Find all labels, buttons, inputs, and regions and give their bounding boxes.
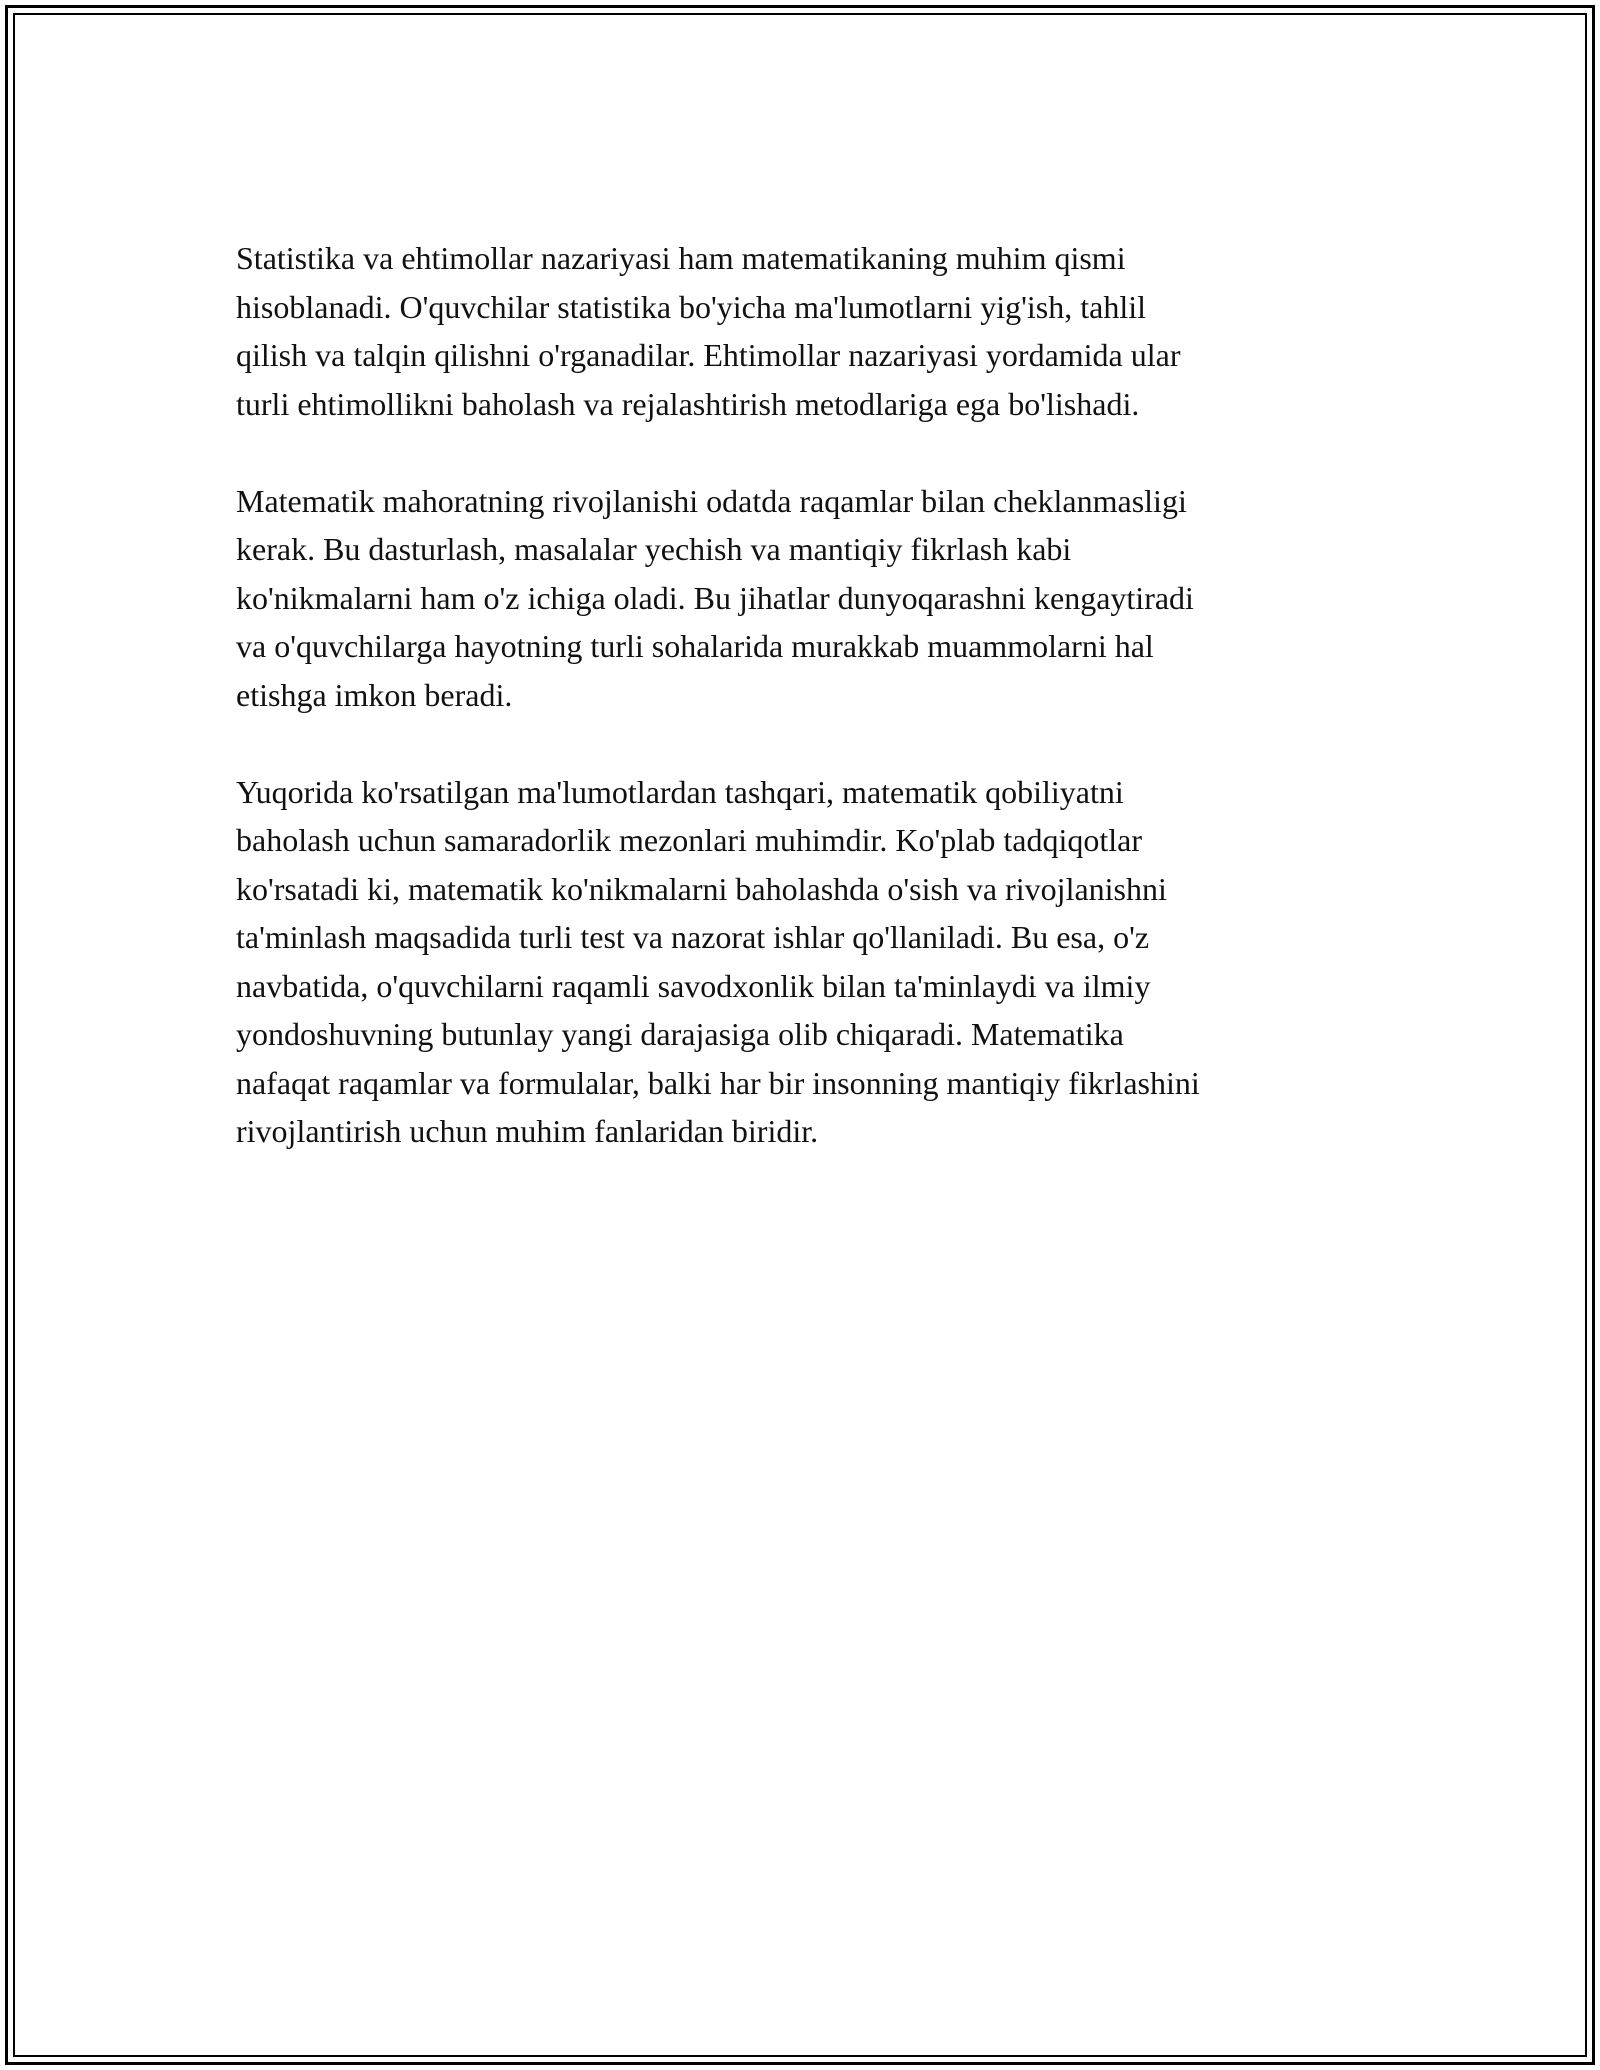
paragraph-3-line-7: nafaqat raqamlar va formulalar, balki har bir insonning mantiqiy fikrlashini (236, 1064, 1200, 1101)
paragraph-2 (236, 477, 1346, 720)
paragraph-1-line-2: hisoblanadi. O'quvchilar statistika bo'yicha ma'lumotlarni yig'ish, tahlil (236, 288, 1147, 325)
paragraph-1-line-3: qilish va talqin qilishni o'rganadilar. Ehtimollar nazariyasi yordamida ular (236, 337, 1181, 373)
paragraph-3-line-4: ta'minlash maqsadida turli test va nazorat ishlar qo'llaniladi. Bu esa, o'z (236, 919, 1150, 955)
paragraph-3-line-2: baholash uchun samaradorlik mezonlari muhimdir. Ko'plab tadqiqotlar (236, 822, 1142, 858)
paragraph-1-line-1: Statistika va ehtimollar nazariyasi ham matematikaning muhim qismi (236, 240, 1126, 276)
paragraph-3-line-3: ko'rsatadi ki, matematik ko'nikmalarni baholashda o'sish va rivojlanishni (236, 870, 1167, 907)
paragraph-3-line-8: rivojlantirish uchun muhim fanlaridan biridir. (236, 1113, 819, 1149)
paragraph-3-line-1: Yuqorida ko'rsatilgan ma'lumotlardan tashqari, matematik qobiliyatni (236, 773, 1124, 810)
paragraph-3 (236, 768, 1346, 1156)
paragraph-2-line-5: etishga imkon beradi. (236, 676, 513, 713)
paragraph-2-line-1: Matematik mahoratning rivojlanishi odatda raqamlar bilan cheklanmasligi (236, 482, 1187, 519)
paragraph-2-line-4: va o'quvchilarga hayotning turli sohalarida murakkab muammolarni hal (236, 628, 1154, 664)
document-body (236, 234, 1346, 1204)
paragraph-1 (236, 234, 1346, 428)
paragraph-2-line-3: ko'nikmalarni ham o'z ichiga oladi. Bu jihatlar dunyoqarashni kengaytiradi (236, 579, 1194, 616)
paragraph-3-line-5: navbatida, o'quvchilarni raqamli savodxonlik bilan ta'minlaydi va ilmiy (236, 967, 1151, 1004)
paragraph-2-line-2: kerak. Bu dasturlash, masalalar yechish va mantiqiy fikrlash kabi (236, 531, 1072, 567)
paragraph-3-line-6: yondoshuvning butunlay yangi darajasiga olib chiqaradi. Matematika (236, 1016, 1124, 1052)
paragraph-1-line-4: turli ehtimollikni baholash va rejalashtirish metodlariga ega bo'lishadi. (236, 385, 1140, 422)
